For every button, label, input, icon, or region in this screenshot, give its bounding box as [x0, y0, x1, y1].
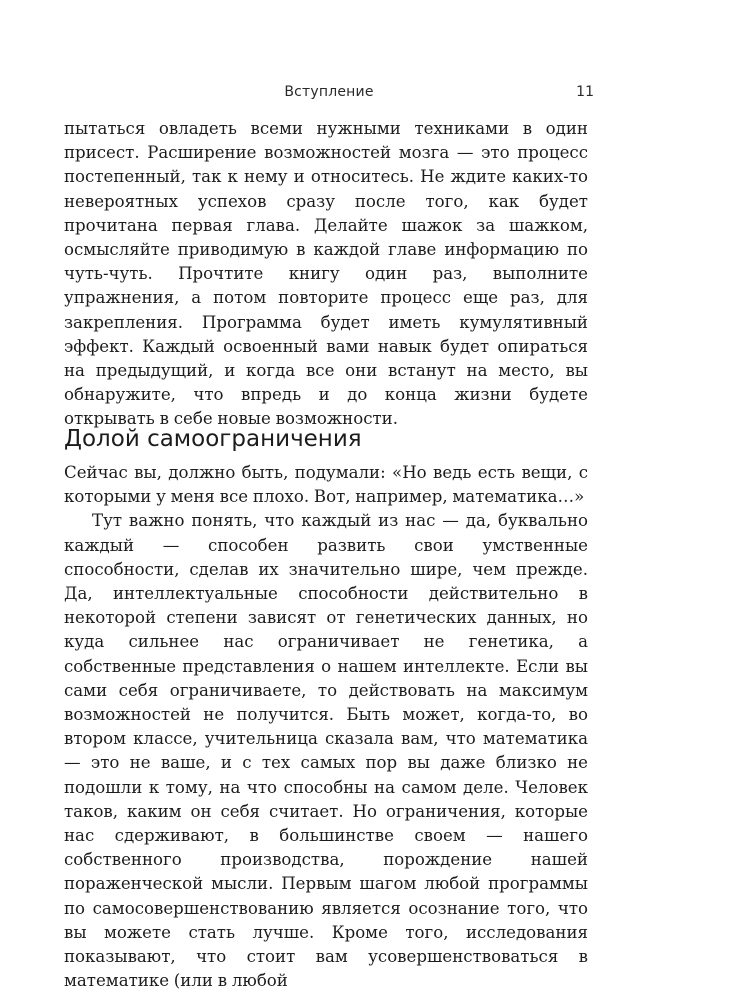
- intro-text-block: [64, 117, 588, 432]
- section-paragraph-2: Тут важно понять, что каждый из нас — да, буквально каждый — способен развить свои умственные способности, сделав их значительно шире, чем прежде. Да, интеллектуальные способности действительно в некоторой степени зависят от генетических данных, но куда сильнее нас ограничивает не генетика, а собственные представления о нашем интеллекте. Если вы сами себя ограничиваете, то действовать на максимум возможностей не получится. Быть может, когда-то, во втором классе, учительница сказала вам, что математика — это не ваше, и с тех самых пор вы даже близко не подошли к тому, на что способны на самом деле. Человек таков, каким он себя считает. Но ограничения, которые нас сдерживают, в большинстве своем — нашего собственного производства, порождение нашей пораженческой мысли. Первым шагом любой программы по самосовершенствованию является осознание того, что вы можете стать лучше. Кроме того, исследования показывают, что стоит вам усовершенствоваться в математике (или в любой: [64, 511, 588, 991]
- section-paragraph-1: Сейчас вы, должно быть, подумали: «Но ведь есть вещи, с которыми у меня все плохо. Вот, например, математика…»: [64, 463, 588, 507]
- page-number: 11: [576, 84, 594, 100]
- running-title: Вступление: [284, 84, 374, 100]
- intro-paragraph: пытаться овладеть всеми нужными техниками в один присест. Расширение возможностей мозга — это процесс постепенный, так к нему и относитесь. Не ждите каких-то невероятных успехов сразу после того, как будет прочитана первая глава. Делайте шажок за шажком, осмысляйте приводимую в каждой главе информацию по чуть-чуть. Прочтите книгу один раз, выполните упражнения, а потом повторите процесс еще раз, для закрепления. Программа будет иметь кумулятивный эффект. Каждый освоенный вами навык будет опираться на предыдущий, и когда все они встанут на место, вы обнаружите, что впредь и до конца жизни будете открывать в себе новые возможности.: [64, 119, 588, 429]
- section-text-block: [64, 461, 588, 993]
- running-header: [64, 84, 594, 106]
- section-heading: Долой самоограничения: [64, 426, 362, 452]
